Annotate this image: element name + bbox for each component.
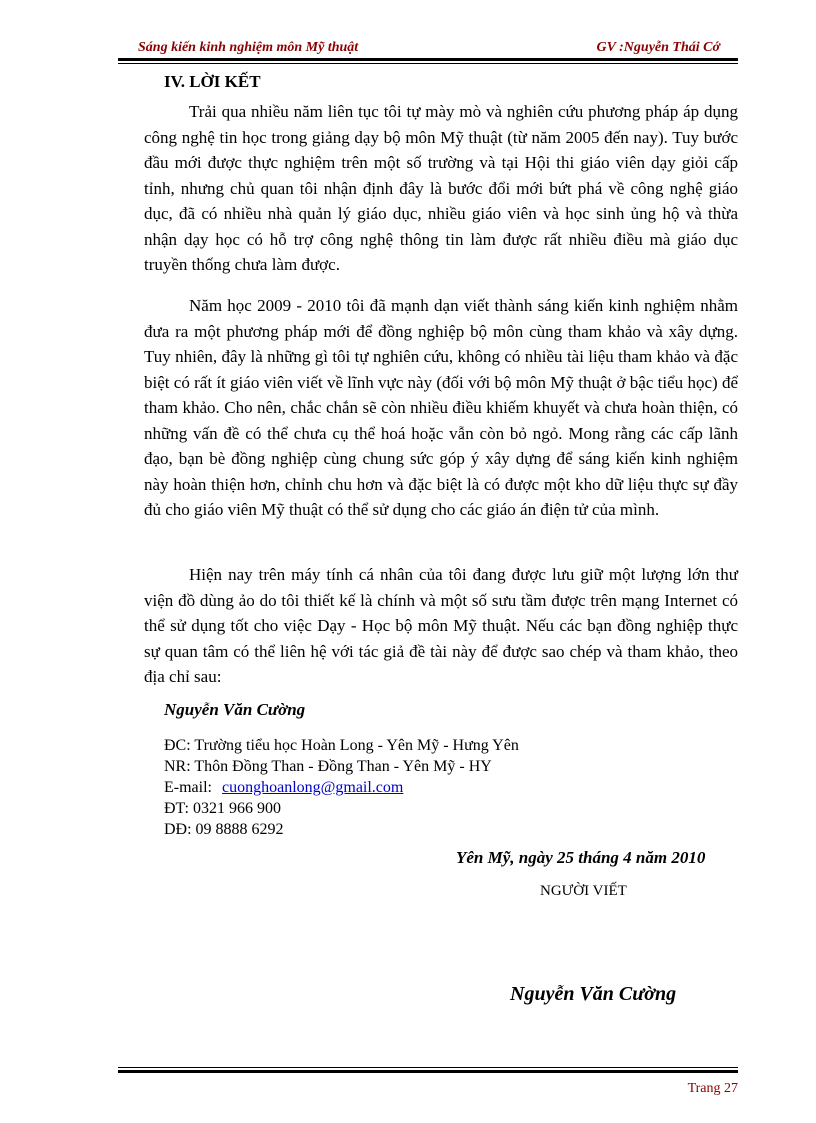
header-author: GV :Nguyễn Thái Cớ <box>596 40 720 55</box>
contact-email-row <box>164 777 403 798</box>
page-header <box>118 38 738 58</box>
email-label: E-mail: <box>164 779 212 796</box>
dateline: Yên Mỹ, ngày 25 tháng 4 năm 2010 <box>456 848 706 867</box>
contact-mobile: DĐ: 09 8888 6292 <box>164 821 284 838</box>
paragraph-2: Năm học 2009 - 2010 tôi đã mạnh dạn viết thành sáng kiến kinh nghiệm nhằm đưa ra một phương pháp mới để đồng nghiệp bộ môn cùng tham khảo và xây dựng. Tuy nhiên, đây là những gì tôi tự nghiên cứu, không có nhiều tài liệu tham khảo và đặc biệt có rất ít giáo viên viết về lĩnh vực này (đối với bộ môn Mỹ thuật ở bậc tiểu học) để tham khảo. Cho nên, chắc chắn sẽ còn nhiều điều khiếm khuyết và chưa hoàn thiện, có những vấn đề có thể chưa cụ thể hoá hoặc vẫn còn bỏ ngỏ. Mong rằng các cấp lãnh đạo, bạn bè đồng nghiệp cùng chung sức góp ý xây dựng để sáng kiến kinh nghiệm này hoàn thiện hơn, chỉnh chu hơn và đặc biệt là có được một kho dữ liệu thực sự đầy đủ cho giáo viên Mỹ thuật có thể sử dụng cho các giáo án điện tử của mình. <box>144 296 738 519</box>
contact-name: Nguyễn Văn Cường <box>164 700 306 719</box>
page-number: Trang 27 <box>687 1081 738 1096</box>
section-heading: IV. LỜI KẾT <box>164 72 261 91</box>
contact-residence: NR: Thôn Đồng Than - Đồng Than - Yên Mỹ - HY <box>164 758 492 775</box>
header-rule-thin <box>118 63 738 64</box>
email-link[interactable]: cuonghoanlong@gmail.com <box>221 779 404 796</box>
paragraph-1: Trải qua nhiều năm liên tục tôi tự mày mò và nghiên cứu phương pháp áp dụng công nghệ tin học trong giảng dạy bộ môn Mỹ thuật (từ năm 2005 đến nay). Tuy bước đầu mới được thực nghiệm trên một số trường và tại Hội thi giáo viên dạy giỏi cấp tỉnh, nhưng chủ quan tôi nhận định đây là bước đổi mới bứt phá về công nghệ giáo dục, đã có nhiều nhà quản lý giáo dục, nhiều giáo viên và học sinh ủng hộ và thừa nhận dạy học có hỗ trợ công nghệ thông tin làm được rất nhiều điều mà giáo dục truyền thống chưa làm được. <box>144 102 738 274</box>
contact-address: ĐC: Trường tiểu học Hoàn Long - Yên Mỹ - Hưng Yên <box>164 737 519 754</box>
header-title: Sáng kiến kinh nghiệm môn Mỹ thuật <box>138 40 359 55</box>
footer-rule-thick <box>118 1070 738 1073</box>
header-rule-thick <box>118 58 738 61</box>
paragraph-3: Hiện nay trên máy tính cá nhân của tôi đang được lưu giữ một lượng lớn thư viện đồ dùng ảo do tôi thiết kế là chính và một số sưu tầm được trên mạng Internet có thể sử dụng tốt cho việc Dạy - Học bộ môn Mỹ thuật. Nếu các bạn đồng nghiệp thực sự quan tâm có thể liên hệ với tác giả đề tài này để được sao chép và tham khảo, theo địa chỉ sau: <box>144 565 738 686</box>
writer-label: NGƯỜI VIẾT <box>540 883 627 899</box>
contact-phone: ĐT: 0321 966 900 <box>164 800 281 817</box>
signature-name: Nguyễn Văn Cường <box>510 983 677 1005</box>
footer-rule-thin <box>118 1067 738 1068</box>
